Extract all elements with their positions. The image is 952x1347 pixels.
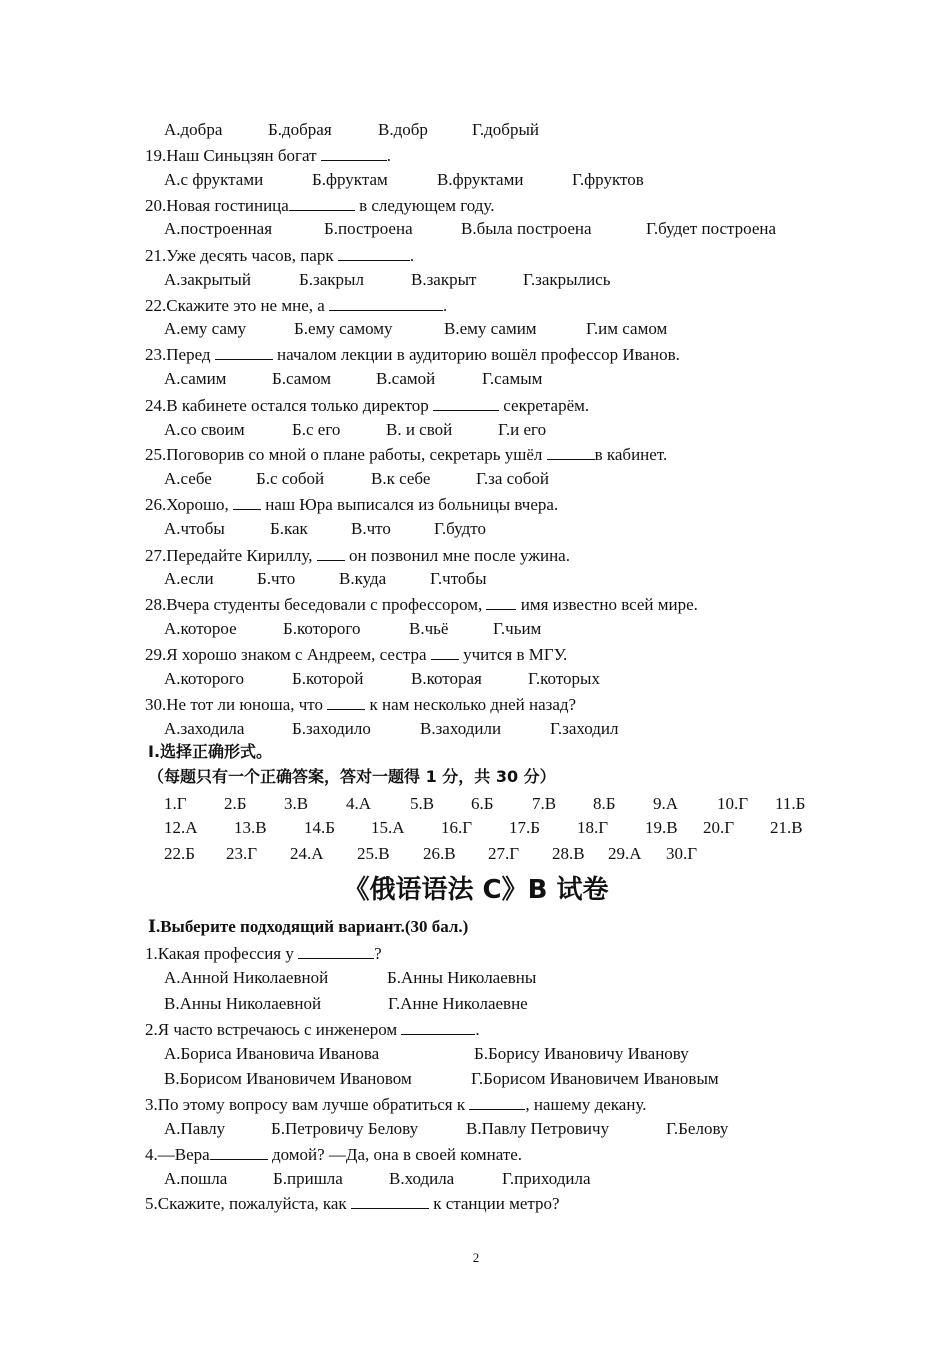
question-text-end: , нашему декану. [525, 1095, 647, 1114]
answer-item: 9.А [653, 794, 679, 813]
question-text: 27.Передайте Кириллу, [145, 546, 317, 565]
answer-item: 10.Г [717, 794, 749, 813]
answer-item: 14.Б [304, 818, 336, 837]
part2-question-5 [145, 1192, 560, 1215]
question-text: 29.Я хорошо знаком с Андреем, сестра [145, 645, 431, 664]
answer-key-row-1 [164, 793, 864, 815]
question-text-end: учится в МГУ. [458, 645, 568, 664]
question-text: 4.—Вера [145, 1145, 210, 1164]
question-text: 1.Какая профессия у [145, 944, 299, 963]
question-text: 21.Уже десять часов, парк [145, 246, 338, 265]
question-23 [145, 343, 680, 366]
question-text: 5.Скажите, пожалуйста, как [145, 1194, 351, 1213]
question-text-end: началом лекции в аудиторию вошёл профессор Иванов. [272, 345, 680, 364]
option-b: Б.с его [292, 420, 341, 439]
option-b: Б.как [270, 519, 308, 538]
answer-blank [338, 244, 410, 261]
option-b: Б.Борису Ивановичу Иванову [474, 1044, 689, 1063]
option-c: В.добр [378, 120, 428, 139]
question-text-end: домой? —Да, она в своей комнате. [267, 1145, 523, 1164]
question-text-end: . [443, 296, 448, 315]
option-b: Б.ему самому [294, 319, 393, 338]
answer-blank [289, 194, 355, 211]
question-text: 26.Хорошо, [145, 495, 234, 514]
option-d: Г.Белову [666, 1119, 729, 1138]
answer-item: 30.Г [666, 844, 698, 863]
answer-item: 26.В [423, 844, 456, 863]
option-c: В.куда [339, 569, 387, 588]
question-20 [145, 194, 494, 217]
option-b: Б.самом [272, 369, 332, 388]
option-b: Б.Анны Николаевны [387, 968, 537, 987]
option-a: А.Анной Николаевной [164, 968, 329, 987]
question-text-end: наш Юра выписался из больницы вчера. [261, 495, 559, 514]
question-26 [145, 493, 558, 516]
answer-item: 5.В [410, 794, 435, 813]
answer-blank [298, 942, 374, 959]
option-a: А.которое [164, 619, 237, 638]
answer-key-subheading: （每题只有一个正确答案，答对一题得 1 分，共 30 分） [148, 767, 556, 786]
option-a: А.ему саму [164, 319, 247, 338]
answer-item: 27.Г [488, 844, 520, 863]
answer-blank [486, 593, 516, 610]
option-a: А.построенная [164, 219, 273, 238]
option-b: Б.фруктам [312, 170, 388, 189]
answer-item: 29.А [608, 844, 642, 863]
answer-item: 3.В [284, 794, 309, 813]
question-text-end: он позвонил мне после ужина. [344, 546, 570, 565]
option-c: В.к себе [371, 469, 431, 488]
option-c: В.самой [376, 369, 436, 388]
answer-item: 15.А [371, 818, 405, 837]
part2-question-4 [145, 1143, 522, 1166]
option-b: Б.построена [324, 219, 413, 238]
question-29 [145, 643, 567, 666]
answer-item: 4.А [346, 794, 372, 813]
answer-item: 13.В [234, 818, 267, 837]
option-a: А.пошла [164, 1169, 228, 1188]
answer-item: 18.Г [577, 818, 609, 837]
option-b: Б.Петровичу Белову [271, 1119, 419, 1138]
answer-item: 25.В [357, 844, 390, 863]
question-text: 22.Скажите это не мне, а [145, 296, 330, 315]
question-text-end: к станции метро? [428, 1194, 560, 1213]
option-b: Б.которого [283, 619, 361, 638]
option-d: Г.чьим [493, 619, 542, 638]
answer-blank [233, 493, 261, 510]
option-c: В.Павлу Петровичу [466, 1119, 610, 1138]
option-a: А.самим [164, 369, 227, 388]
option-b: Б.которой [292, 669, 364, 688]
question-text: 3.По этому вопросу вам лучше обратиться к [145, 1095, 470, 1114]
part2-question-3 [145, 1093, 647, 1116]
question-text: 28.Вчера студенты беседовали с профессором, [145, 595, 487, 614]
answer-blank [327, 693, 365, 710]
question-text-end: в следующем году. [354, 196, 495, 215]
option-c: В. и свой [386, 420, 453, 439]
question-21 [145, 244, 414, 267]
option-c: В.которая [411, 669, 482, 688]
option-d: Г.фруктов [572, 170, 644, 189]
option-d: Г.добрый [472, 120, 539, 139]
option-d: Г.чтобы [430, 569, 487, 588]
option-a: А.со своим [164, 420, 245, 439]
option-a: А.Бориса Ивановича Иванова [164, 1044, 380, 1063]
question-28 [145, 593, 698, 616]
question-text: 20.Новая гостиница [145, 196, 289, 215]
part2-question-1 [145, 942, 382, 965]
option-b: Б.пришла [273, 1169, 343, 1188]
option-a: А.добра [164, 120, 223, 139]
option-a: А.чтобы [164, 519, 225, 538]
option-c: В.закрыт [411, 270, 477, 289]
exam-title: 《俄语语法 C》B 试卷 [343, 875, 609, 905]
option-b: Б.что [257, 569, 296, 588]
question-24 [145, 394, 589, 417]
option-d: Г.будто [434, 519, 486, 538]
option-a: А.с фруктами [164, 170, 264, 189]
answer-item: 24.А [290, 844, 324, 863]
question-19 [145, 144, 391, 167]
question-30 [145, 693, 576, 716]
answer-blank [547, 443, 595, 460]
option-d: Г.которых [528, 669, 600, 688]
answer-blank [351, 1192, 429, 1209]
answer-item: 11.Б [775, 794, 806, 813]
option-d: Г.за собой [476, 469, 549, 488]
question-25 [145, 443, 667, 466]
option-c: В.Анны Николаевной [164, 994, 322, 1013]
option-d: Г.Борисом Ивановичем Ивановым [471, 1069, 719, 1088]
answer-item: 28.В [552, 844, 585, 863]
question-22 [145, 294, 447, 317]
option-a: А.которого [164, 669, 244, 688]
option-b: Б.добрая [268, 120, 332, 139]
option-c: В.ходила [389, 1169, 455, 1188]
section-title: Ⅰ.Выберите подходящий вариант.(30 бал.) [148, 917, 469, 936]
option-b: Б.заходило [292, 719, 371, 738]
answer-blank [215, 343, 273, 360]
answer-item: 20.Г [703, 818, 735, 837]
option-c: В.что [351, 519, 391, 538]
answer-item: 23.Г [226, 844, 258, 863]
option-a: А.Павлу [164, 1119, 226, 1138]
answer-item: 1.Г [164, 794, 187, 813]
answer-item: 12.А [164, 818, 198, 837]
answer-item: 2.Б [224, 794, 247, 813]
question-text-end: . [386, 146, 392, 165]
answer-item: 6.Б [471, 794, 494, 813]
question-text: 2.Я часто встречаюсь с инженером [145, 1020, 402, 1039]
option-a: А.заходила [164, 719, 245, 738]
answer-item: 8.Б [593, 794, 616, 813]
question-text-end: . [475, 1020, 480, 1039]
answer-key-row-3 [164, 843, 864, 865]
answer-item: 22.Б [164, 844, 196, 863]
answer-blank [433, 394, 499, 411]
answer-blank [317, 544, 345, 561]
question-text-end: в кабинет. [594, 445, 668, 464]
option-d: Г.и его [498, 420, 547, 439]
answer-item: 21.В [770, 818, 803, 837]
question-text-end: секретарём. [499, 396, 590, 415]
option-c: В.Борисом Ивановичем Ивановом [164, 1069, 412, 1088]
question-text-end: ? [374, 944, 382, 963]
option-c: В.заходили [420, 719, 502, 738]
option-d: Г.им самом [586, 319, 668, 338]
answer-blank [329, 294, 443, 311]
option-d: Г.заходил [550, 719, 619, 738]
option-c: В.фруктами [437, 170, 524, 189]
option-d: Г.будет построена [646, 219, 777, 238]
part2-question-2 [145, 1018, 480, 1041]
answer-blank [321, 144, 387, 161]
option-c: В.чьё [409, 619, 449, 638]
option-c: В.была построена [461, 219, 592, 238]
answer-blank [401, 1018, 475, 1035]
answer-item: 16.Г [441, 818, 473, 837]
answer-item: 19.В [645, 818, 678, 837]
question-text: 30.Не тот ли юноша, что [145, 695, 328, 714]
answer-item: 7.В [532, 794, 557, 813]
question-text: 19.Наш Синьцзян богат [145, 146, 321, 165]
option-a: А.себе [164, 469, 212, 488]
page-number: 2 [472, 1250, 480, 1265]
option-d: Г.закрылись [523, 270, 611, 289]
question-text-end: . [409, 246, 415, 265]
option-b: Б.с собой [256, 469, 325, 488]
option-c: В.ему самим [444, 319, 537, 338]
question-27 [145, 544, 570, 567]
question-text: 24.В кабинете остался только директор [145, 396, 434, 415]
option-d: Г.Анне Николаевне [388, 994, 528, 1013]
option-d: Г.приходила [502, 1169, 591, 1188]
option-a: А.закрытый [164, 270, 251, 289]
option-d: Г.самым [482, 369, 543, 388]
question-text-end: к нам несколько дней назад? [365, 695, 577, 714]
question-text: 23.Перед [145, 345, 215, 364]
option-a: А.если [164, 569, 214, 588]
answer-blank [469, 1093, 525, 1110]
answer-blank [431, 643, 459, 660]
answer-blank [210, 1143, 268, 1160]
answer-item: 17.Б [509, 818, 541, 837]
question-text-end: имя известно всей мире. [516, 595, 698, 614]
question-text: 25.Поговорив со мной о плане работы, секретарь ушёл [145, 445, 547, 464]
option-b: Б.закрыл [299, 270, 364, 289]
answer-key-heading: Ⅰ.选择正确形式。 [148, 742, 273, 761]
answer-key-row-2 [164, 817, 864, 839]
